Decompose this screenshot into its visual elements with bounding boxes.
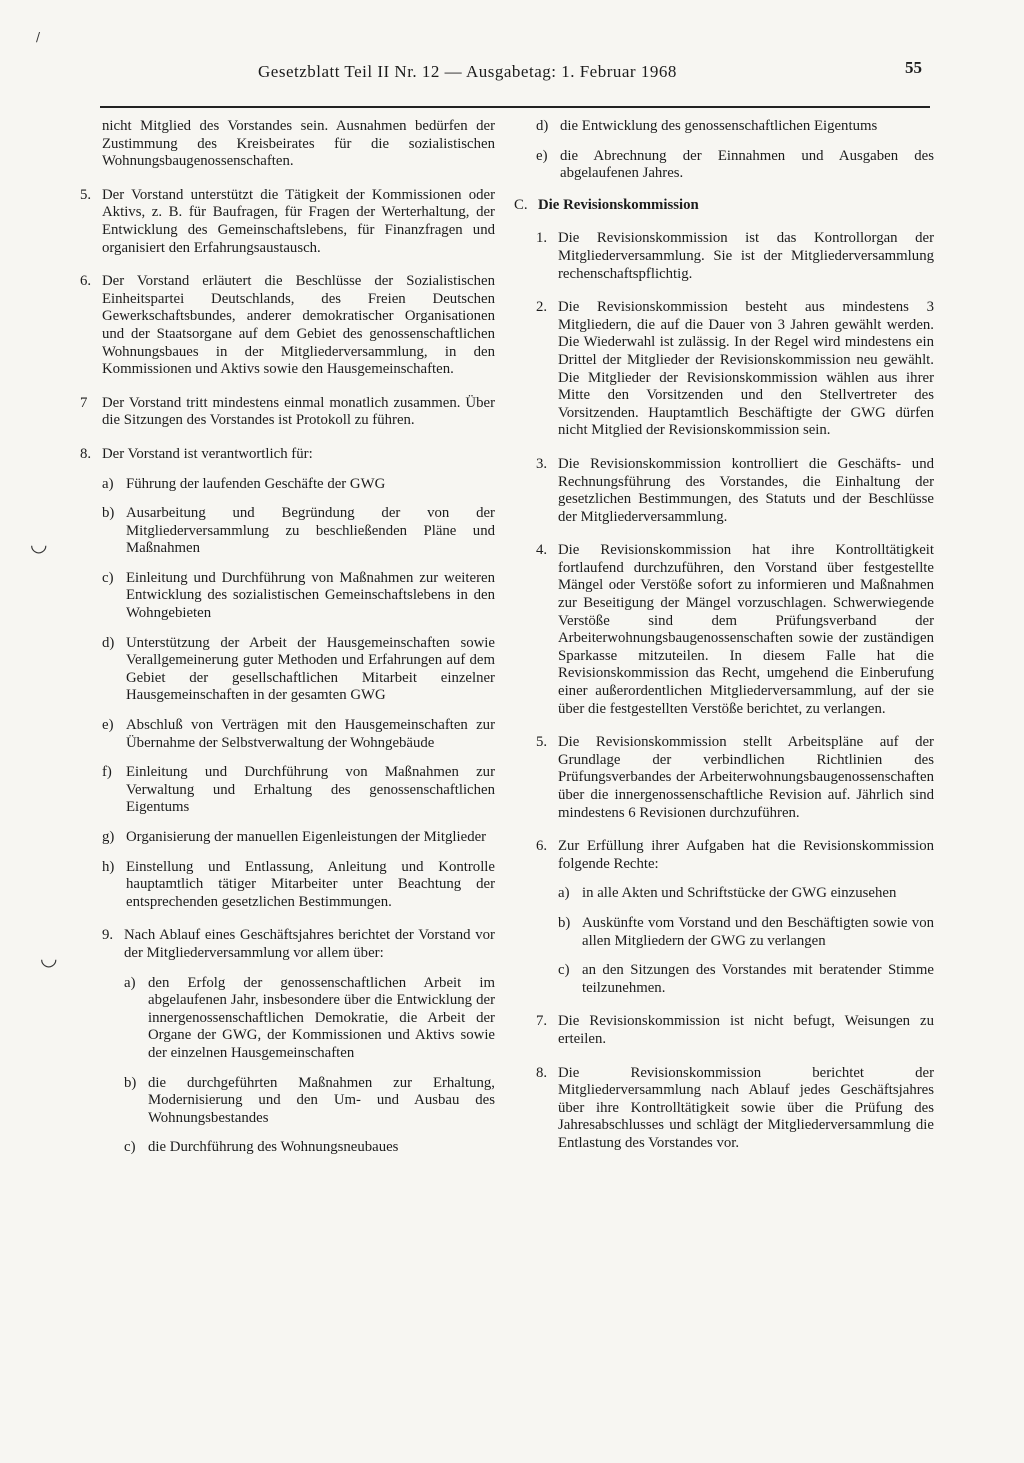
scan-mark: / <box>36 30 41 44</box>
list-item <box>80 187 495 257</box>
item-number: 7. <box>536 1013 548 1030</box>
sub-text: die durchgeführten Maßnahmen zur Erhaltung, Modernisierung und den Um- und Ausbau des Wohnungsbestandes <box>148 1074 495 1126</box>
section-letter: C. <box>514 196 528 213</box>
sub-item <box>102 505 495 558</box>
section-heading <box>514 197 934 215</box>
sub-item <box>102 570 495 623</box>
list-item <box>80 446 495 911</box>
sub-item <box>102 764 495 817</box>
sub-label: e) <box>536 147 548 164</box>
sub-text: Unterstützung der Arbeit der Hausgemeinschaften sowie Verallgemeinerung guter Methoden und Erfahrungen auf dem Gebiet der gesellschaftlichen Mitarbeit einzelner Hausgemeinschaften in der gesamten GWG <box>126 634 495 704</box>
sub-label: a) <box>558 885 570 902</box>
item-number: 6. <box>536 838 548 855</box>
item-text: Die Revisionskommission besteht aus mindestens 3 Mitgliedern, die auf die Dauer von 3 Jahren gewählt werden. Die Wiederwahl ist zulässig. In der Regel wird mindestens ein Drittel der Mitglieder der Revisionskommission neu gewählt. Die Mitglieder der Revisionskommission wählen aus ihrer Mitte den Vorsitzenden und den Stellvertreter des Vorsitzenden. Hauptamtlich Beschäftigte der GWG dürfen nicht Mitglied der Revisionskommission sein. <box>558 299 934 439</box>
sublist <box>102 476 495 912</box>
sub-label: a) <box>124 974 136 991</box>
sub-item <box>102 476 495 494</box>
item-number: 8. <box>536 1064 548 1081</box>
item-text: Zur Erfüllung ihrer Aufgaben hat die Revisionskommission folgende Rechte: <box>558 838 934 872</box>
sub-item <box>124 1139 495 1157</box>
item-text: Der Vorstand tritt mindestens einmal monatlich zusammen. Über die Sitzungen des Vorstandes ist Protokoll zu führen. <box>102 394 495 429</box>
sub-item <box>536 118 934 136</box>
list-item <box>536 838 934 997</box>
item-text: Die Revisionskommission berichtet der Mitgliederversammlung nach Ablauf jedes Geschäftsjahres über ihre Kontrolltätigkeit sowie über die Prüfung des Jahresabschlusses und schlägt der Mitgliederversammlung die Entlastung des Vorstandes vor. <box>558 1064 934 1151</box>
item-number: 5. <box>80 186 92 203</box>
sub-text: an den Sitzungen des Vorstandes mit beratender Stimme teilzunehmen. <box>582 962 934 996</box>
sub-text: Auskünfte vom Vorstand und den Beschäftigten sowie von allen Mitgliedern der GWG zu verlangen <box>582 914 934 949</box>
sub-label: c) <box>558 962 570 979</box>
list-item <box>536 1013 934 1048</box>
sub-text: die Abrechnung der Einnahmen und Ausgaben des abgelaufenen Jahres. <box>560 147 934 182</box>
sub-item <box>558 915 934 950</box>
intro-paragraph: nicht Mitglied des Vorstandes sein. Ausnahmen bedürfen der Zustimmung des Kreisbeirates für die sozialistischen Wohnungsbaugenossenschaften. <box>102 118 495 170</box>
sub-item <box>558 962 934 997</box>
item-number: 9. <box>102 927 114 944</box>
sub-label: a) <box>102 475 114 492</box>
sub-item <box>102 829 495 847</box>
sub-item <box>102 859 495 912</box>
sub-item <box>536 148 934 183</box>
sub-text: Einleitung und Durchführung von Maßnahmen zur weiteren Entwicklung des sozialistischen Gemeinschaftslebens in den Wohngebieten <box>126 569 495 622</box>
item-number: 1. <box>536 230 548 247</box>
sub-text: in alle Akten und Schriftstücke der GWG einzusehen <box>582 885 897 902</box>
right-column <box>514 118 934 1169</box>
sub-item <box>102 717 495 752</box>
left-column <box>80 118 495 1173</box>
sub-label: d) <box>536 118 549 134</box>
sub-label: b) <box>124 1074 137 1091</box>
list-item <box>80 395 495 430</box>
item-text: Die Revisionskommission kontrolliert die Geschäfts- und Rechnungsführung des Vorstandes, die Einhaltung der gesetzlichen Bestimmungen, des Statuts und der Beschlüsse der Mitgliederversammlung. <box>558 455 934 525</box>
item-text: Der Vorstand ist verantwortlich für: <box>102 445 313 462</box>
section-title: Die Revisionskommission <box>538 196 699 213</box>
sub-text: die Entwicklung des genossenschaftlichen Eigentums <box>560 118 878 134</box>
list-item <box>536 734 934 822</box>
sub-label: e) <box>102 717 114 734</box>
page-header <box>100 52 930 108</box>
sub-label: g) <box>102 829 115 845</box>
sub-label: b) <box>558 914 571 931</box>
sub-text: den Erfolg der genossenschaftlichen Arbeit im abgelaufenen Jahr, insbesondere über die Entwicklung der innergenossenschaftlichen Demokratie, die Arbeit der Organe der GWG, der Kommissionen und Aktivs sowie der einzelnen Hausgemeinschaften <box>148 974 495 1061</box>
item-text: Die Revisionskommission hat ihre Kontrolltätigkeit fortlaufend durchzuführen, den Vorstand über festgestellte Mängel oder Verstöße sofort zu informieren und Maßnahmen zur Beseitigung der Mängel vorzuschlagen. Schwerwiegende Verstöße sind dem Prüfungsverband der Arbeiterwohnungsbaugenossenschaften sowie der zuständigen Sparkasse mitzuteilen. In diesem Falle hat die Revisionskommission das Recht, umgehend die Einberufung einer außerordentlichen Mitgliederversammlung, auf der sie über die festgestellten Verstöße berichtet, zu verlangen. <box>558 542 934 717</box>
sub-text: Ausarbeitung und Begründung der von der Mitgliederversammlung zu beschließenden Pläne und Maßnahmen <box>126 505 495 557</box>
sub-label: c) <box>102 569 114 586</box>
list-item <box>536 299 934 440</box>
sub-item <box>102 635 495 705</box>
sub-label: b) <box>102 505 115 522</box>
list-item <box>536 456 934 526</box>
sub-item <box>124 975 495 1063</box>
scan-mark: ◡ <box>40 946 58 970</box>
page-number: 55 <box>905 58 922 77</box>
item-text: Der Vorstand erläutert die Beschlüsse der Sozialistischen Einheitspartei Deutschlands, des Freien Deutschen Gewerkschaftsbundes, anderer demokratischer Organisationen und der Staatsorgane auf dem Gebiet des genossenschaftlichen Wohnungsbaues in der Mitgliederversammlung, in den Kommissionen und Aktivs sowie den Hausgemeinschaften. <box>102 273 495 378</box>
item-number: 2. <box>536 299 548 316</box>
item-text: Die Revisionskommission ist das Kontrollorgan der Mitgliederversammlung. Sie ist der Mitgliederversammlung rechenschaftspflichtig. <box>558 230 934 282</box>
item-number: 3. <box>536 455 548 472</box>
list-item <box>536 230 934 283</box>
sub-text: die Durchführung des Wohnungsneubaues <box>148 1139 399 1156</box>
sub-item <box>558 885 934 903</box>
list-item <box>536 1065 934 1153</box>
item-number: 8. <box>80 445 92 462</box>
scan-mark: ◡ <box>30 532 48 556</box>
item-number: 6. <box>80 273 92 290</box>
sub-text: Einleitung und Durchführung von Maßnahmen zur Verwaltung und Erhaltung des genossenschaftlichen Eigentums <box>126 764 495 816</box>
sub-item <box>124 1075 495 1128</box>
sub-text: Einstellung und Entlassung, Anleitung und Kontrolle hauptamtlich tätiger Mitarbeiter unter Beachtung der entsprechenden gesetzlichen Bestimmungen. <box>126 858 495 910</box>
sub-text: Organisierung der manuellen Eigenleistungen der Mitglieder <box>126 829 487 845</box>
item-number: 4. <box>536 542 548 559</box>
sub-label: f) <box>102 764 112 781</box>
item-number: 7 <box>80 394 88 411</box>
item-text: Nach Ablauf eines Geschäftsjahres berichtet der Vorstand vor der Mitgliederversammlung vor allem über: <box>124 927 495 961</box>
sub-text: Führung der laufenden Geschäfte der GWG <box>126 475 386 492</box>
list-item <box>80 273 495 379</box>
sub-label: d) <box>102 634 115 651</box>
item-text: Die Revisionskommission ist nicht befugt, Weisungen zu erteilen. <box>558 1013 934 1047</box>
list-item <box>536 542 934 718</box>
header-title: Gesetzblatt Teil II Nr. 12 — Ausgabetag: 1. Februar 1968 <box>258 62 677 81</box>
sub-label: h) <box>102 858 115 875</box>
item-text: Der Vorstand unterstützt die Tätigkeit der Kommissionen oder Aktivs, z. B. für Baufragen, für Fragen der Werterhaltung, der Entwicklung des Gemeinschaftslebens, für Finanzfragen und organisiert den Erfahrungsaustausch. <box>102 186 495 256</box>
item-text: Die Revisionskommission stellt Arbeitspläne auf der Grundlage der verbindlichen Richtlinien des Prüfungsverbandes der Arbeiterwohnungsbaugenossenschaften über die innergenossenschaftliche Revision auf. Jährlich sind mindestens 6 Revisionen durchzuführen. <box>558 734 934 821</box>
list-item <box>102 927 495 1157</box>
item-number: 5. <box>536 734 548 751</box>
sub-text: Abschluß von Verträgen mit den Hausgemeinschaften zur Übernahme der Selbstverwaltung der Wohngebäude <box>126 717 495 751</box>
sublist <box>558 885 934 997</box>
sublist <box>124 975 495 1157</box>
sub-label: c) <box>124 1139 136 1156</box>
